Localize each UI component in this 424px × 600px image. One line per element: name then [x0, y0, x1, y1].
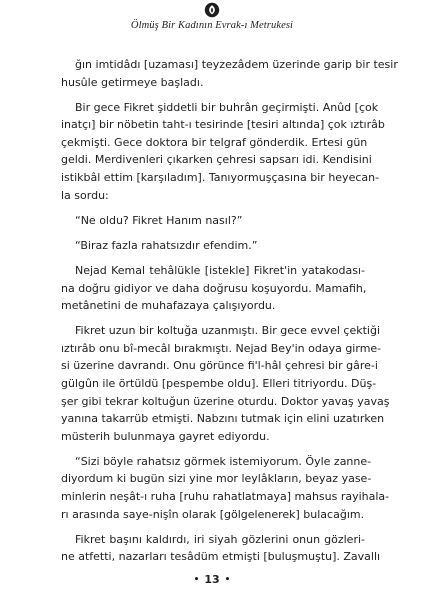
text-line: Nejad Kemal tehâlükle [istekle] Fikret'in yatakodası-: [75, 263, 365, 277]
running-head-title: Ölmüş Bir Kadının Evrak-ı Metrukesi: [130, 20, 294, 31]
paragraph: [61, 322, 390, 445]
text-line: gülgûn ile örtüldü [pespembe oldu]. Elleri titriyordu. Düş-: [61, 377, 377, 390]
text-line: “Sizi böyle rahatsız görmek istemiyorum. Öyle zanne-: [75, 454, 372, 468]
page-number: 13: [204, 573, 220, 586]
paragraph: [61, 212, 365, 230]
text-line: ne atfetti, nazarları tesâdüm etmişti [buluşmuştu]. Zavallı: [61, 550, 381, 564]
text-line: minlerin neşât-ı ruha [ruhu rahatlatmaya] mahsus rayihala-: [61, 490, 390, 504]
text-line: şer gibi tekrar koltuğun üzerine oturdu. Doktor yavaş yavaş: [61, 394, 390, 408]
body-text: [61, 56, 398, 573]
text-line: istikbâl ettim [karşıladım]. Tanıyormuşçasına bir heyecan-: [61, 171, 380, 185]
text-line: Bir gece Fikret şiddetli bir buhrân geçirmişti. Anûd [çok: [75, 100, 379, 114]
book-emblem-icon: [203, 2, 221, 20]
text-line: çekmişti. Gece doktora bir telgraf gönderdik. Ertesi gün: [61, 135, 368, 149]
paragraph: [61, 56, 398, 91]
bullet-left-icon: •: [193, 575, 200, 585]
paragraph: [61, 453, 390, 523]
text-line: Fikret uzun bir koltuğa uzanmıştı. Bir gece evvel çektiği: [75, 324, 381, 338]
text-line: ğın imtidâdı [uzaması] teyzezâdem üzerinde garip bir tesir: [75, 58, 398, 71]
paragraph: [61, 531, 381, 566]
text-line: diyordum ki bugün sizi yine mor leylâkların, beyaz yase-: [61, 472, 372, 486]
page-header: [0, 0, 424, 44]
text-line: “Biraz fazla rahatsızdır efendim.”: [75, 238, 258, 252]
text-line: si üzerine davrandı. Onu görünce fi'l-hâl çehresi bir gâre-i: [61, 359, 378, 373]
text-line: na doğru gidiyor ve daha doğrusu koşuyordu. Mamafih,: [61, 281, 367, 295]
text-line: inatçı] bir nöbetin taht-ı tesirinde [tesiri altında] çok ıztırâb: [61, 118, 385, 132]
text-line: metânetini de muhafazaya çalışıyordu.: [61, 299, 276, 313]
text-line: husûle getirmeye başladı.: [61, 75, 204, 89]
text-line: yanına takarrüb etmişti. Nabzını tutmak için elini uzatırken: [61, 412, 385, 426]
text-line: müsterih bulunmaya gayret ediyordu.: [61, 429, 270, 443]
text-line: ıztırâb onu bî-mecâl bırakmıştı. Nejad Bey'in odaya girme-: [61, 341, 382, 355]
paragraph: [61, 237, 365, 255]
text-line: geldi. Merdivenleri çıkarken çehresi sapsarı idi. Kendisini: [61, 153, 372, 167]
text-line: la sordu:: [61, 188, 109, 202]
paragraph: [61, 262, 365, 315]
paragraph: [61, 99, 385, 205]
text-line: Fikret başını kaldırdı, iri siyah gözlerini onun gözleri-: [75, 532, 365, 546]
bullet-right-icon: •: [224, 575, 231, 585]
text-line: “Ne oldu? Fikret Hanım nasıl?”: [75, 213, 243, 227]
text-line: rı arasında saye-nişîn olarak [gölgelenerek] bulacağım.: [61, 507, 365, 521]
page-footer: [0, 573, 424, 586]
